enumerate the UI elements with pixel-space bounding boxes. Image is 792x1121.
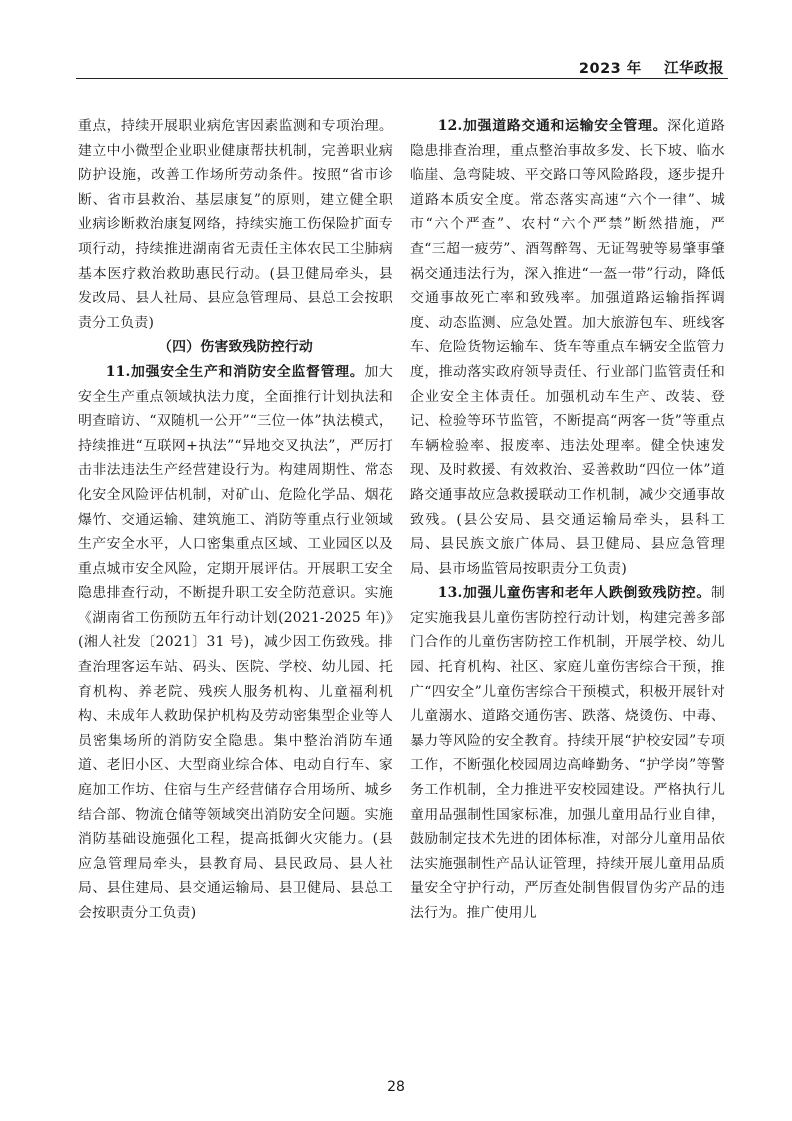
page-number: 28 [387, 1079, 405, 1095]
item-11-title: 11.加强安全生产和消防安全监督管理。 [105, 363, 365, 380]
item-12-title: 12.加强道路交通和运输安全管理。 [437, 118, 668, 134]
right-column [410, 114, 725, 926]
item-13-paragraph [410, 581, 725, 925]
item-12-body: 深化道路隐患排查治理，重点整治事故多发、长下坡、临水临崖、急弯陡坡、平交路口等风险路段，逐步提升道路本质安全度。常态落实高速“六个一律”、城市“六个严查”、农村“六个严禁”断然措施，严查“三超一疲劳”、酒驾醉驾、无证驾驶等易肇事肇祸交通违法行为，深入推进“一盔一带”行动，降低交通事故死亡率和致残率。加强道路运输指挥调度、动态监测、应急处置。加大旅游包车、班线客车、危险货物运输车、货车等重点车辆安全监管力度，推动落实政府领导责任、行业部门监管责任和企业安全主体责任。加强机动车生产、改装、登记、检验等环节监管，不断提高“两客一货”等重点车辆检验率、报废率、违法处理率。健全快速发现、及时救援、有效救治、妥善救助“四位一体”道路交通事故应急救援联动工作机制，减少交通事故致残。(县公安局、县交通运输局牵头，县科工局、县民族文旅广体局、县卫健局、县应急管理局、县市场监管局按职责分工负责) [410, 118, 725, 577]
left-column [78, 114, 393, 926]
item-13-title: 13.加强儿童伤害和老年人跌倒致残防控。 [437, 585, 711, 602]
item-12-paragraph [410, 114, 725, 581]
publication-title: 2023 年 江华政报 [578, 61, 724, 77]
continued-paragraph: 重点，持续开展职业病危害因素监测和专项治理。建立中小微型企业职业健康帮扶机制，完善职业病防护设施，改善工作场所劳动条件。按照“省市诊断、省市县救治、基层康复”的原则，建立健全职业病诊断救治康复网络，持续实施工伤保险扩面专项行动，持续推进湖南省无责任主体农民工尘肺病基本医疗救治救助惠民行动。(县卫健局牵头，县发改局、县人社局、县应急管理局、县总工会按职责分工负责) [78, 118, 393, 331]
section-heading: （四）伤害致残防控行动 [158, 339, 313, 356]
item-13-body: 制定实施我县儿童伤害防控行动计划，构建完善多部门合作的儿童伤害防控工作机制，开展学校、幼儿园、托育机构、社区、家庭儿童伤害综合干预，推广“四安全”儿童伤害综合干预模式，积极开展针对儿童溺水、道路交通伤害、跌落、烧烫伤、中毒、暴力等风险的安全教育。持续开展“护校安园”专项工作，不断强化校园周边高峰勤务、“护学岗”等警务工作机制，全力推进平安校园建设。严格执行儿童用品强制性国家标准，加强儿童用品行业自律，鼓励制定技术先进的团体标准，对部分儿童用品依法实施强制性产品认证管理，持续开展儿童用品质量安全守护行动，严厉查处制售假冒伪劣产品的违法行为。推广使用儿 [410, 585, 725, 921]
header-divider [76, 78, 728, 79]
item-11-paragraph [78, 360, 393, 926]
item-11-body: 加大安全生产重点领域执法力度，全面推行计划执法和明查暗访、“双随机一公开”“三位一体”执法模式，持续推进“互联网+执法”“异地交叉执法”，严厉打击非法违法生产经营建设行为。构建周期性、常态化安全风险评估机制，对矿山、危险化学品、烟花爆竹、交通运输、建筑施工、消防等重点行业领域生产安全水平，人口密集重点区域、工业园区以及重点城市安全风险，定期开展评估。开展职工安全隐患排查行动，不断提升职工安全防范意识。实施《湖南省工伤预防五年行动计划(2021-2025 年)》(湘人社发〔2021〕31 号)，减少因工伤致残。排查治理客运车站、码头、医院、学校、幼儿园、托育机构、养老院、残疾人服务机构、儿童福利机构、未成年人救助保护机构及劳动密集型企业等人员密集场所的消防安全隐患。集中整治消防车通道、老旧小区、大型商业综合体、电动自行车、家庭加工作坊、住宿与生产经营储存合用场所、城乡结合部、物流仓储等领域突出消防安全问题。实施消防基础设施强化工程，提高抵御火灾能力。(县应急管理局牵头，县教育局、县民政局、县人社局、县住建局、县交通运输局、县卫健局、县总工会按职责分工负责) [78, 363, 393, 921]
page-header [0, 0, 792, 80]
